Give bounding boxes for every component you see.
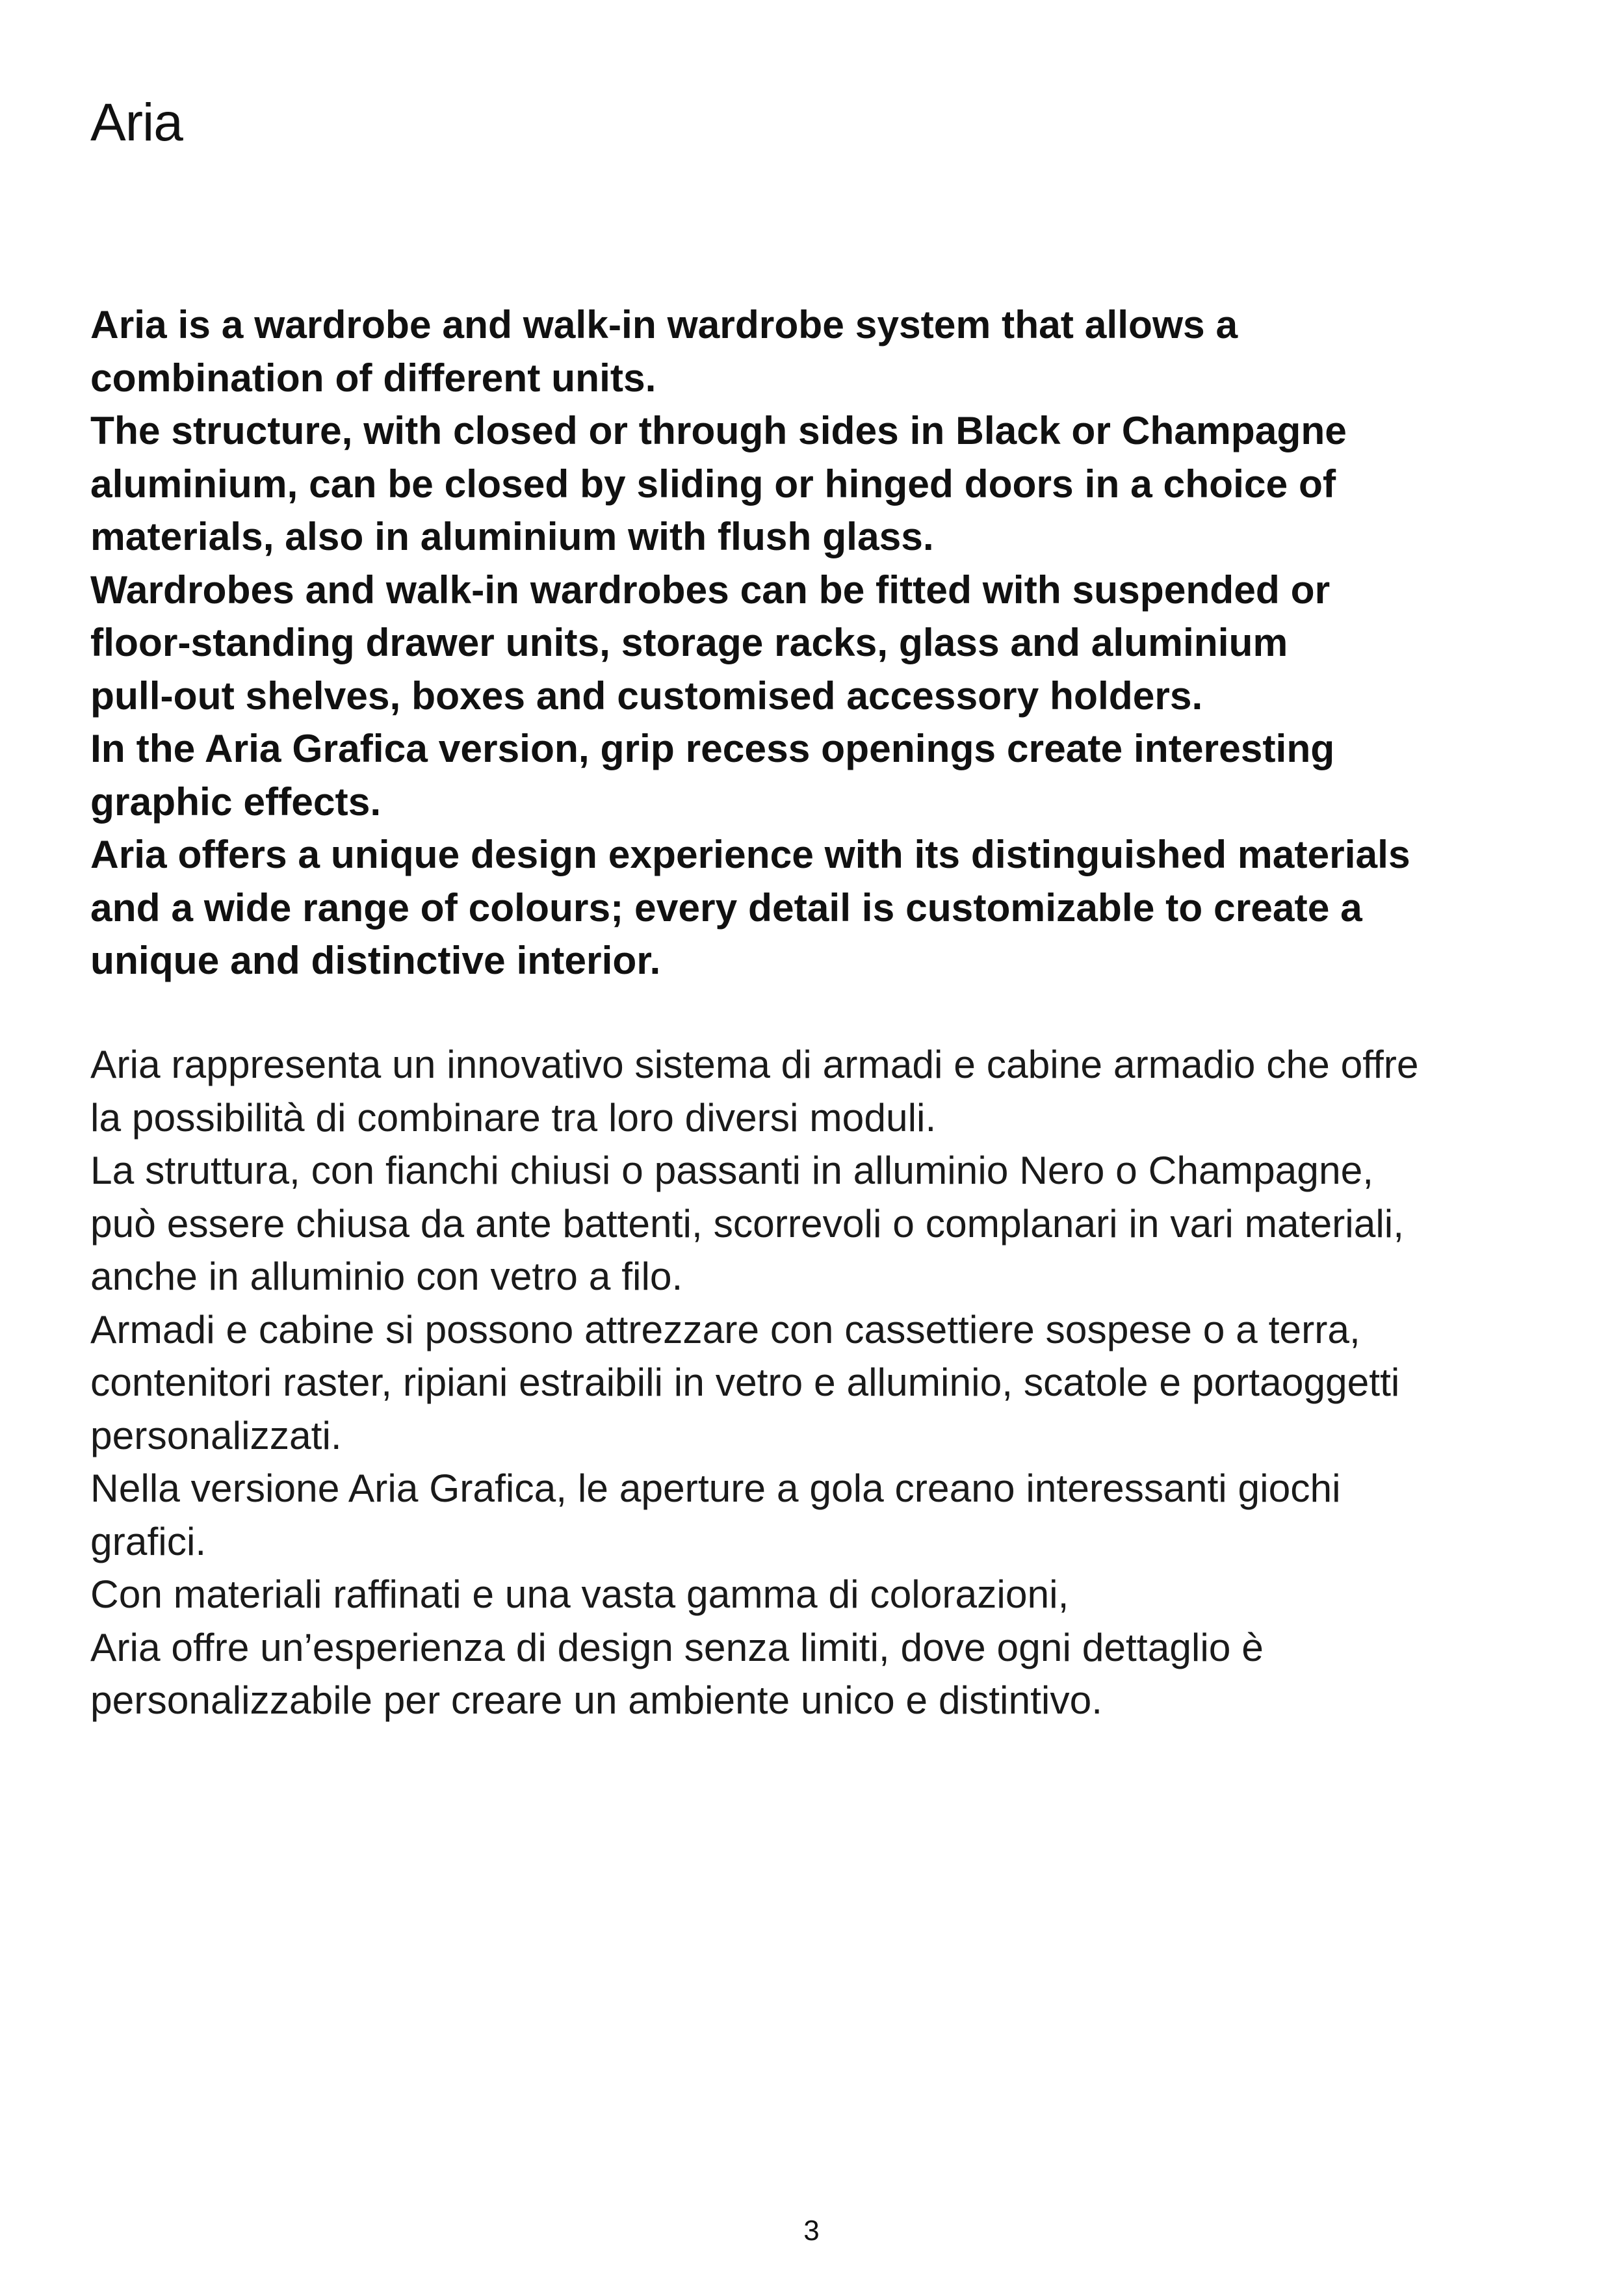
english-line: Aria is a wardrobe and walk-in wardrobe system that allows a (90, 302, 1238, 346)
italian-line: può essere chiusa da ante battenti, scorrevoli o complanari in vari materiali, (90, 1201, 1405, 1246)
italian-line: Con materiali raffinati e una vasta gamma di colorazioni, (90, 1572, 1069, 1616)
english-line: pull-out shelves, boxes and customised accessory holders. (90, 673, 1203, 718)
english-line: materials, also in aluminium with flush glass. (90, 514, 934, 558)
english-description (90, 298, 1546, 987)
italian-line: Nella versione Aria Grafica, le aperture a gola creano interessanti giochi (90, 1466, 1341, 1510)
english-line: Aria offers a unique design experience with its distinguished materials (90, 832, 1410, 876)
page-number: 3 (803, 2215, 820, 2247)
english-line: The structure, with closed or through sides in Black or Champagne (90, 408, 1347, 452)
page-title: Aria (90, 93, 183, 152)
italian-line: personalizzabile per creare un ambiente unico e distintivo. (90, 1678, 1103, 1722)
english-line: and a wide range of colours; every detail is customizable to create a (90, 885, 1362, 930)
italian-line: contenitori raster, ripiani estraibili in vetro e alluminio, scatole e portaoggetti (90, 1360, 1400, 1404)
english-line: floor-standing drawer units, storage racks, glass and aluminium (90, 620, 1288, 664)
italian-line: personalizzati. (90, 1413, 342, 1457)
italian-line: Aria offre un’esperienza di design senza limiti, dove ogni dettaglio è (90, 1624, 1264, 1669)
italian-line: Aria rappresenta un innovativo sistema di armadi e cabine armadio che offre (90, 1042, 1419, 1086)
italian-line: anche in alluminio con vetro a filo. (90, 1254, 683, 1298)
english-line: Wardrobes and walk-in wardrobes can be fitted with suspended or (90, 567, 1331, 612)
italian-line: la possibilità di combinare tra loro diversi moduli. (90, 1095, 937, 1140)
english-line: In the Aria Grafica version, grip recess openings create interesting (90, 726, 1335, 770)
english-line: unique and distinctive interior. (90, 938, 661, 982)
english-line: graphic effects. (90, 779, 382, 824)
italian-line: grafici. (90, 1519, 207, 1563)
english-line: combination of different units. (90, 355, 656, 400)
italian-line: La struttura, con fianchi chiusi o passanti in alluminio Nero o Champagne, (90, 1148, 1374, 1192)
italian-line: Armadi e cabine si possono attrezzare con cassettiere sospese o a terra, (90, 1307, 1360, 1351)
english-line: aluminium, can be closed by sliding or hinged doors in a choice of (90, 461, 1336, 506)
italian-description (90, 1038, 1546, 1727)
